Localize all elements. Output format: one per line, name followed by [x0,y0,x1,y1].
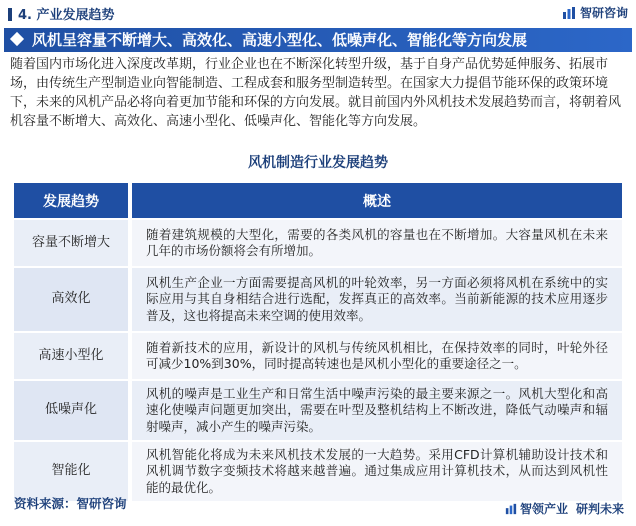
top-bar [0,0,636,26]
desc-cell: 风机的噪声是工业生产和日常生活中噪声污染的最主要来源之一。风机大型化和高速化使噪声问题更加突出，需要在叶型及整机结构上不断改进，降低气动噪声和辐射噪声，减小产生的噪声污染。 [132,381,622,440]
intro-paragraph: 随着国内市场化进入深度改革期，行业企业也在不断深化转型升级，基于自身产品优势延伸服务、拓展市场，由传统生产型制造业向智能制造、工程成套和服务型制造转型。在国家大力提倡节能环保的政策环境下，未来的风机产品必将向着更加节能和环保的方向发展。就目前国内外风机技术发展趋势而言，将朝着风机容量不断增大、高效化、高速小型化、低噪声化、智能化等方向发展。 [10,57,622,129]
headline-banner [4,28,632,52]
diamond-icon [10,32,24,46]
trend-cell: 智能化 [14,442,132,501]
trend-cell: 低噪声化 [14,381,132,440]
footer-brand-a: 智领产业 [519,502,568,516]
header-logo [562,4,628,21]
section-title [8,4,115,23]
desc-cell: 风机生产企业一方面需要提高风机的叶轮效率，另一方面必须将风机在系统中的实际应用与其自身相结合进行选配，发挥真正的高效率。当前新能源的技术应用逐步普及，这也将提高未来空调的使用效率。 [132,268,622,331]
header-overview: 概述 [132,183,622,218]
banner-title: 风机呈容量不断增大、高效化、高速小型化、低噪声化、智能化等方向发展 [32,31,528,49]
trend-cell: 容量不断增大 [14,220,132,266]
trend-table [14,181,622,503]
table-row [14,333,622,379]
zhiyan-logo-icon [562,6,576,20]
table-row [14,220,622,266]
footer-logo [505,500,624,517]
section-marker [8,8,12,21]
desc-cell: 随着新技术的应用，新设计的风机与传统风机相比，在保持效率的同时，叶轮外径可减少10%到30%，同时提高转速也是风机小型化的重要途径之一。 [132,333,622,379]
trend-cell: 高效化 [14,268,132,331]
footer-brand-b: 研判未来 [575,502,624,516]
source-note: 资料来源：智研咨询 [14,496,127,511]
table-title: 风机制造行业发展趋势 [248,155,388,171]
table-row [14,442,622,501]
desc-cell: 风机智能化将成为未来风机技术发展的一大趋势。采用CFD计算机辅助设计技术和风机调节数字变频技术将越来越普遍。通过集成应用计算机技术，从而达到风机性能的最优化。 [132,442,622,501]
table-row [14,381,622,440]
section-title-text: 4. 产业发展趋势 [18,8,115,23]
header-trend: 发展趋势 [14,183,132,218]
table-row [14,268,622,331]
zhiyan-logo-icon [505,503,517,515]
desc-cell: 随着建筑规模的大型化，需要的各类风机的容量也在不断增加。大容量风机在未来几年的市场份额将会有所增加。 [132,220,622,266]
header-logo-text: 智研咨询 [579,6,628,20]
trend-cell: 高速小型化 [14,333,132,379]
table-header-row [14,183,622,218]
